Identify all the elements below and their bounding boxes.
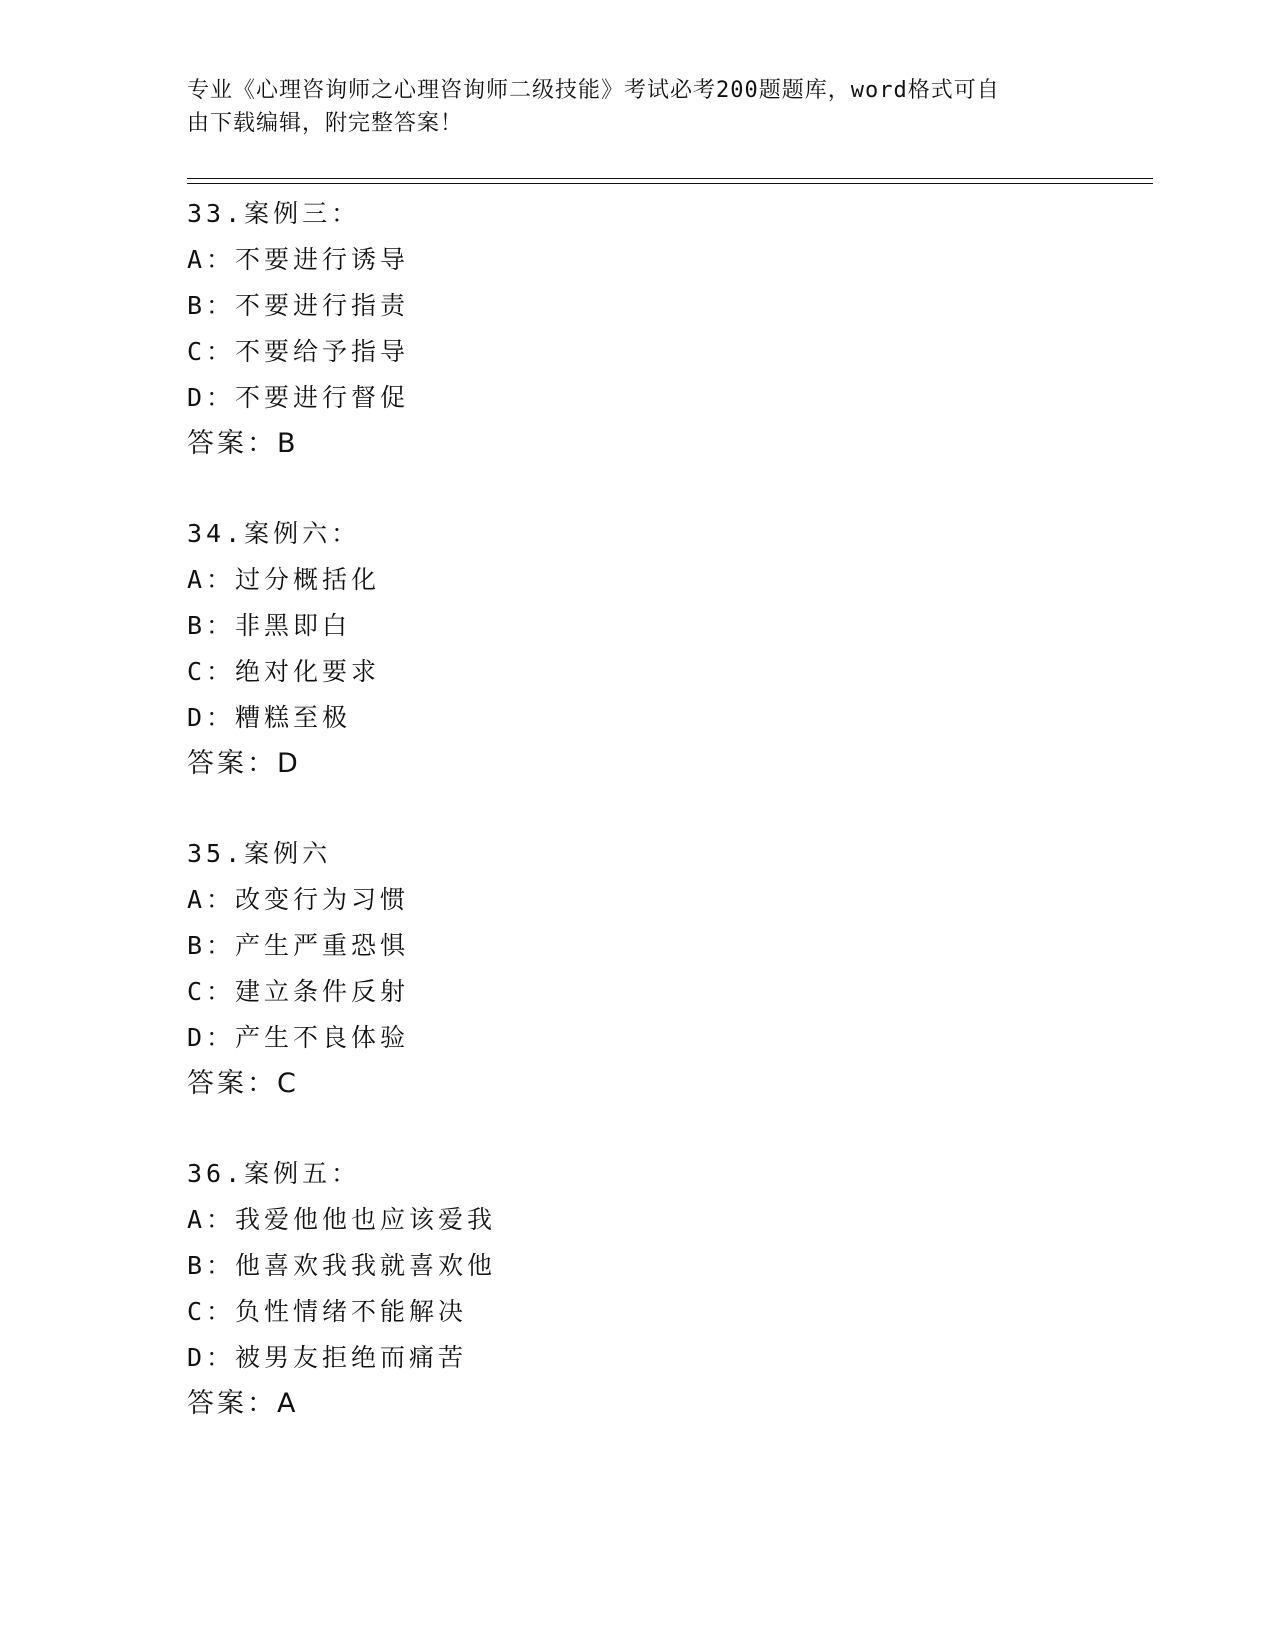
option-a: A：过分概括化 xyxy=(187,565,381,594)
question-34 xyxy=(187,511,1087,787)
option-a: A：改变行为习惯 xyxy=(187,885,410,914)
option-a: A：我爱他他也应该爱我 xyxy=(187,1205,497,1234)
option-b: B：非黑即白 xyxy=(187,611,352,640)
answer-label: 答案：B xyxy=(187,428,299,459)
option-c: C：建立条件反射 xyxy=(187,977,410,1006)
question-title: 35.案例六 xyxy=(187,839,332,868)
question-title: 33.案例三： xyxy=(187,199,361,228)
option-d: D：糟糕至极 xyxy=(187,703,352,732)
option-a: A：不要进行诱导 xyxy=(187,245,410,274)
header-line-2: 由下载编辑，附完整答案！ xyxy=(187,111,464,136)
option-c: C：绝对化要求 xyxy=(187,657,381,686)
question-title: 36.案例五： xyxy=(187,1159,361,1188)
option-c: C：负性情绪不能解决 xyxy=(187,1297,468,1326)
question-title: 34.案例六： xyxy=(187,519,361,548)
option-d: D：产生不良体验 xyxy=(187,1023,410,1052)
header-divider-bottom xyxy=(187,183,1153,184)
option-c: C：不要给予指导 xyxy=(187,337,410,366)
header-line-1: 专业《心理咨询师之心理咨询师二级技能》考试必考200题题库，word格式可自 xyxy=(187,78,1000,103)
question-36 xyxy=(187,1151,1087,1427)
question-35 xyxy=(187,831,1087,1107)
answer-label: 答案：D xyxy=(187,748,301,779)
header-divider-top xyxy=(187,178,1153,179)
question-33 xyxy=(187,191,1087,467)
document-header xyxy=(187,74,1067,140)
option-d: D：不要进行督促 xyxy=(187,383,410,412)
option-d: D：被男友拒绝而痛苦 xyxy=(187,1343,468,1372)
option-b: B：产生严重恐惧 xyxy=(187,931,410,960)
answer-label: 答案：C xyxy=(187,1068,299,1099)
answer-label: 答案：A xyxy=(187,1388,299,1419)
option-b: B：他喜欢我我就喜欢他 xyxy=(187,1251,497,1280)
option-b: B：不要进行指责 xyxy=(187,291,410,320)
